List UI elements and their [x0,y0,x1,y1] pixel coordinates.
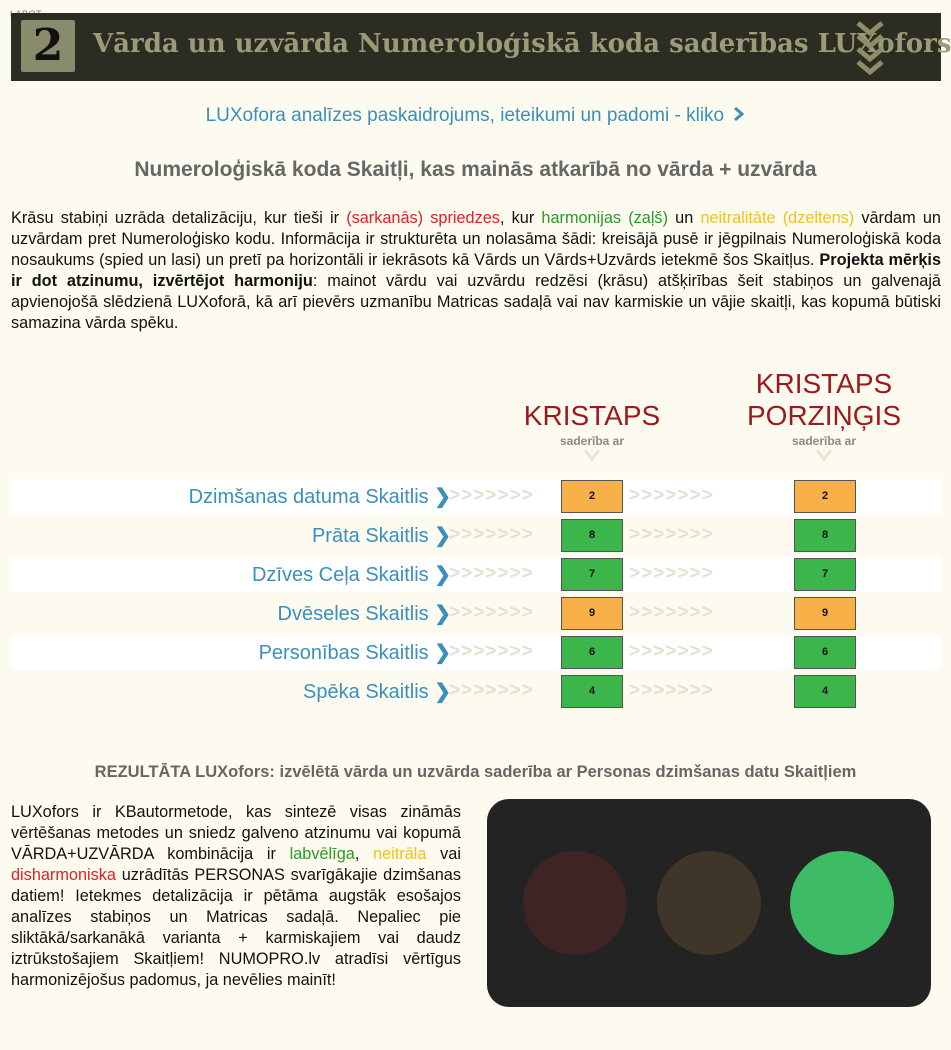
traffic-light [487,799,931,1007]
chevron-right-icon: ❯ [434,603,451,625]
row-label-link[interactable]: Personības Skaitlis ❯ [258,642,451,664]
row-label-link[interactable]: Dzīves Ceļa Skaitlis ❯ [251,564,451,586]
chevron-down-icon[interactable] [855,19,885,75]
column-sub: saderība ar [791,434,857,448]
value-cell-first-name: 6 [561,636,623,669]
column-header-full-name [714,368,934,462]
column-sub: saderība ar [559,434,625,448]
table-row [11,557,941,592]
row-chevrons: >>>>>>> [629,602,714,623]
column-name: KRISTAPS [755,368,893,399]
yellow-light [657,851,761,955]
numerology-subtitle: Numeroloģiskā koda Skaitļi, kas mainās atkarībā no vārda + uzvārda [134,158,817,181]
value-cell-full-name: 6 [794,636,856,669]
row-chevrons: >>>>>>> [449,602,534,623]
table-row [11,479,941,514]
chevron-right-icon [733,106,745,122]
table-row [11,674,941,709]
chevron-right-icon: ❯ [434,525,451,547]
row-chevrons: >>>>>>> [629,485,714,506]
value-cell-first-name: 9 [561,597,623,630]
row-chevrons: >>>>>>> [449,485,534,506]
section-number: 2 [21,20,75,72]
value-cell-full-name: 2 [794,480,856,513]
section-title: Vārda un uzvārda Numeroloģiskā koda saderības LUXofors [93,29,951,59]
table-row [11,518,941,553]
value-cell-first-name: 2 [561,480,623,513]
row-label-link[interactable]: Spēka Skaitlis ❯ [303,681,451,703]
table-row [11,635,941,670]
result-title: REZULTĀTA LUXofors: izvēlētā vārda un uzvārda saderība ar Personas dzimšanas datu Skaitļiem [94,763,857,781]
chevron-right-icon: ❯ [434,681,451,703]
column-name: KRISTAPS [523,400,661,431]
column-header-first-name [492,400,692,462]
row-chevrons: >>>>>>> [629,524,714,545]
intro-paragraph: Krāsu stabiņi uzrāda detalizāciju, kur tieši ir (sarkanās) spriedzes, kur harmonijas (zaļš) un neitralitāte (dzeltens) vārdam un uzvārdam pret Numeroloģisko kodu. Informācija ir strukturēta un nolasāma šādi: kreisājā pusē ir jēgpilnais Numeroloģiskā koda nosaukums (spied un lasi) un pretī pa horizontāli ir iekrāsots kā Vārds un Vārds+Uzvārds ietekmē šos Skaitļus. Projekta mērķis ir dot atzinumu, izvērtējot harmoniju: mainot vārdu vai uzvārdu redzēsi (krāsu) atšķirības šeit stabiņos un galvenajā apvienojošā slēdzienā LUXoforā, kā arī pievērs uzmanību Matricas sadaļā vai nav karmiskie un vājie skaitļi, kas kopumā būtiski samazina vārda spēku. [11,209,942,332]
row-label-link[interactable]: Dzimšanas datuma Skaitlis ❯ [188,486,451,508]
value-cell-full-name: 9 [794,597,856,630]
value-cell-full-name: 8 [794,519,856,552]
column-name-line2: PORZIŅĢIS [746,400,901,431]
down-arrow-icon [582,448,602,462]
row-chevrons: >>>>>>> [449,563,534,584]
result-paragraph: LUXofors ir KBautormetode, kas sintezē visas zināmās vērtēšanas metodes un sniedz galveno atzinumu vai kopumā VĀRDA+UZVĀRDA kombinācija ir labvēlīga, neitrāla vai disharmoniska uzrādītās PERSONAS svarīgākajie dzimšanas datiem! Ietekmes detalizācija ir pētāma augstāk esošajos analīzes stabiņos un Matricas sadaļā. Nepaliec pie sliktākā/sarkanākā varianta + karmiskajiem vai daudz iztrūkstošajiem Skaitļiem! NUMOPRO.lv atradīsi vērtīgus harmonizējošus padomus, ja nevēlies mainīt! [11,803,461,989]
green-light [790,851,894,955]
section-header [11,13,951,81]
row-label-link[interactable]: Dvēseles Skaitlis ❯ [277,603,451,625]
explanation-link-text: LUXofora analīzes paskaidrojums, ieteikumi un padomi - kliko [205,105,725,126]
value-cell-full-name: 4 [794,675,856,708]
chevron-right-icon: ❯ [434,486,451,508]
value-cell-first-name: 8 [561,519,623,552]
red-light [523,851,627,955]
row-chevrons: >>>>>>> [449,524,534,545]
row-chevrons: >>>>>>> [449,680,534,701]
table-row [11,596,941,631]
row-chevrons: >>>>>>> [629,641,714,662]
row-label-link[interactable]: Prāta Skaitlis ❯ [311,525,451,547]
row-chevrons: >>>>>>> [629,563,714,584]
value-cell-full-name: 7 [794,558,856,591]
value-cell-first-name: 4 [561,675,623,708]
row-chevrons: >>>>>>> [449,641,534,662]
chevron-right-icon: ❯ [434,564,451,586]
down-arrow-icon [814,448,834,462]
value-cell-first-name: 7 [561,558,623,591]
chevron-right-icon: ❯ [434,642,451,664]
row-chevrons: >>>>>>> [629,680,714,701]
explanation-link[interactable] [0,105,951,127]
